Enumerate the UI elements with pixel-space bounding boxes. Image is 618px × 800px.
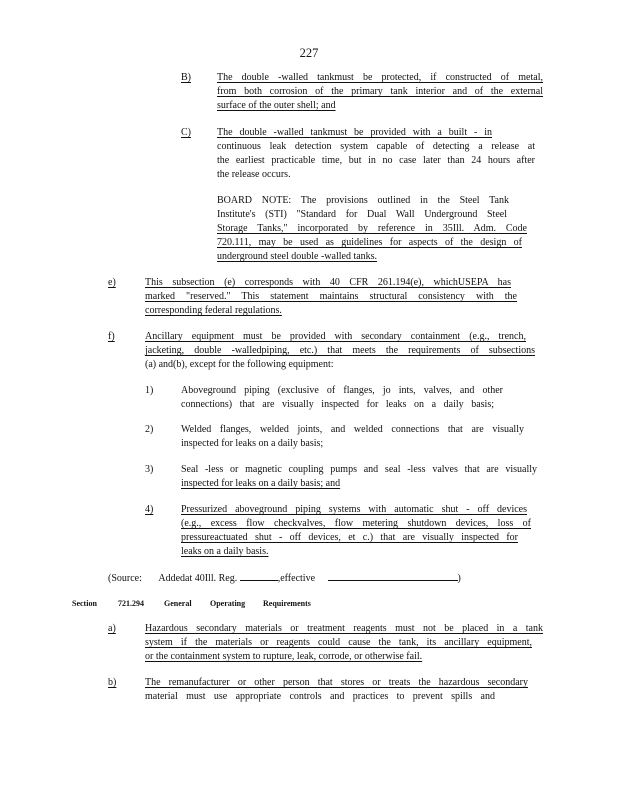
source-added: Addedat 40Ill. Reg. xyxy=(158,573,238,584)
text-line: material must use appropriate controls and practices to prevent spills and xyxy=(145,691,495,702)
subitem-1-text xyxy=(181,384,511,412)
item-label-b: B) xyxy=(181,72,191,83)
text-line: BOARD NOTE: The provisions outlined in the Steel Tank xyxy=(217,195,509,206)
text-line: (a) and(b), except for the following equipment: xyxy=(145,359,334,370)
section-word-general: General xyxy=(164,599,192,608)
subitem-label-4: 4) xyxy=(145,504,154,515)
item-e-text xyxy=(145,276,517,318)
item-c-text xyxy=(217,126,535,182)
text-line: Welded flanges, welded joints, and welded connections that are visually xyxy=(181,424,524,435)
item-f-text xyxy=(145,330,535,372)
section-item-label-a: a) xyxy=(108,623,116,634)
text-line: system if the materials or reagents could cause the tank, its ancillary equipment, xyxy=(145,637,532,648)
effective-date-blank xyxy=(328,570,458,581)
item-label-c: C) xyxy=(181,127,191,138)
text-line: Aboveground piping (exclusive of flanges, jo ints, valves, and other xyxy=(181,385,503,396)
section-number: 721.294 xyxy=(118,599,144,608)
item-label-e: e) xyxy=(108,277,116,288)
text-line: This subsection (e) corresponds with 40 CFR 261.194(e), whichUSEPA has xyxy=(145,277,511,288)
text-line: connections) that are visually inspected for leaks on a daily basis; xyxy=(181,399,494,410)
text-line: inspected for leaks on a daily basis; and xyxy=(181,478,341,489)
text-line: Pressurized aboveground piping systems with automatic shut - off devices xyxy=(181,504,527,515)
text-line: Seal -less or magnetic coupling pumps and seal -less valves that are visually xyxy=(181,464,537,475)
subitem-label-3: 3) xyxy=(145,464,154,475)
text-line: The double -walled tankmust be protected, if constructed of metal, xyxy=(217,72,543,83)
section-label: Section xyxy=(72,599,97,608)
item-b-text xyxy=(217,71,543,113)
source-prefix: (Source: xyxy=(108,573,142,584)
section-word-requirements: Requirements xyxy=(263,599,311,608)
section-heading xyxy=(72,599,333,608)
item-label-f: f) xyxy=(108,331,115,342)
text-line: continuous leak detection system capable of detecting a release at xyxy=(217,141,535,152)
text-line: leaks on a daily basis. xyxy=(181,546,269,557)
subitem-2-text xyxy=(181,423,531,451)
source-note xyxy=(108,570,478,586)
text-line: corresponding federal regulations. xyxy=(145,305,282,316)
source-effective: ,effective xyxy=(277,573,316,584)
source-close: ) xyxy=(457,573,461,584)
section-item-label-b: b) xyxy=(108,677,117,688)
section-word-operating: Operating xyxy=(210,599,246,608)
text-line: pressureactuated shut - off devices, et c.) that are visually inspected for xyxy=(181,532,518,543)
page-number: 227 xyxy=(299,46,319,60)
text-line: 720.111, may be used as guidelines for aspects of the design of xyxy=(217,237,522,248)
text-line: the earliest practicable time, but in no case later than 24 hours after xyxy=(217,155,535,166)
section-item-b-text xyxy=(145,676,535,704)
text-line: jacketing, double -walledpiping, etc.) that meets the requirements of subsections xyxy=(145,345,535,356)
register-blank xyxy=(240,570,278,581)
text-line: the release occurs. xyxy=(217,169,291,180)
text-line: surface of the outer shell; and xyxy=(217,100,336,111)
text-line: underground steel double -walled tanks. xyxy=(217,251,378,262)
text-line: The double -walled tankmust be provided with a built - in xyxy=(217,127,492,138)
text-line: or the containment system to rupture, leak, corrode, or otherwise fail. xyxy=(145,651,423,662)
text-line: (e.g., excess flow checkvalves, flow metering shutdown devices, loss of xyxy=(181,518,531,529)
text-line: from both corrosion of the primary tank interior and of the external xyxy=(217,86,543,97)
board-note xyxy=(217,194,527,264)
subitem-label-2: 2) xyxy=(145,424,154,435)
subitem-4-text xyxy=(181,503,531,559)
text-line: Hazardous secondary materials or treatment reagents must not be placed in a tank xyxy=(145,623,543,634)
text-line: marked "reserved." This statement maintains structural consistency with the xyxy=(145,291,517,302)
section-item-a-text xyxy=(145,622,543,664)
text-line: Institute's (STI) "Standard for Dual Wall Underground Steel xyxy=(217,209,507,220)
subitem-label-1: 1) xyxy=(145,385,154,396)
subitem-3-text xyxy=(181,463,541,491)
text-line: The remanufacturer or other person that stores or treats the hazardous secondary xyxy=(145,677,528,688)
text-line: Ancillary equipment must be provided with secondary containment (e.g., trench, xyxy=(145,331,526,342)
text-line: Storage Tanks," incorporated by reference in 35Ill. Adm. Code xyxy=(217,223,527,234)
text-line: inspected for leaks on a daily basis; xyxy=(181,438,324,449)
